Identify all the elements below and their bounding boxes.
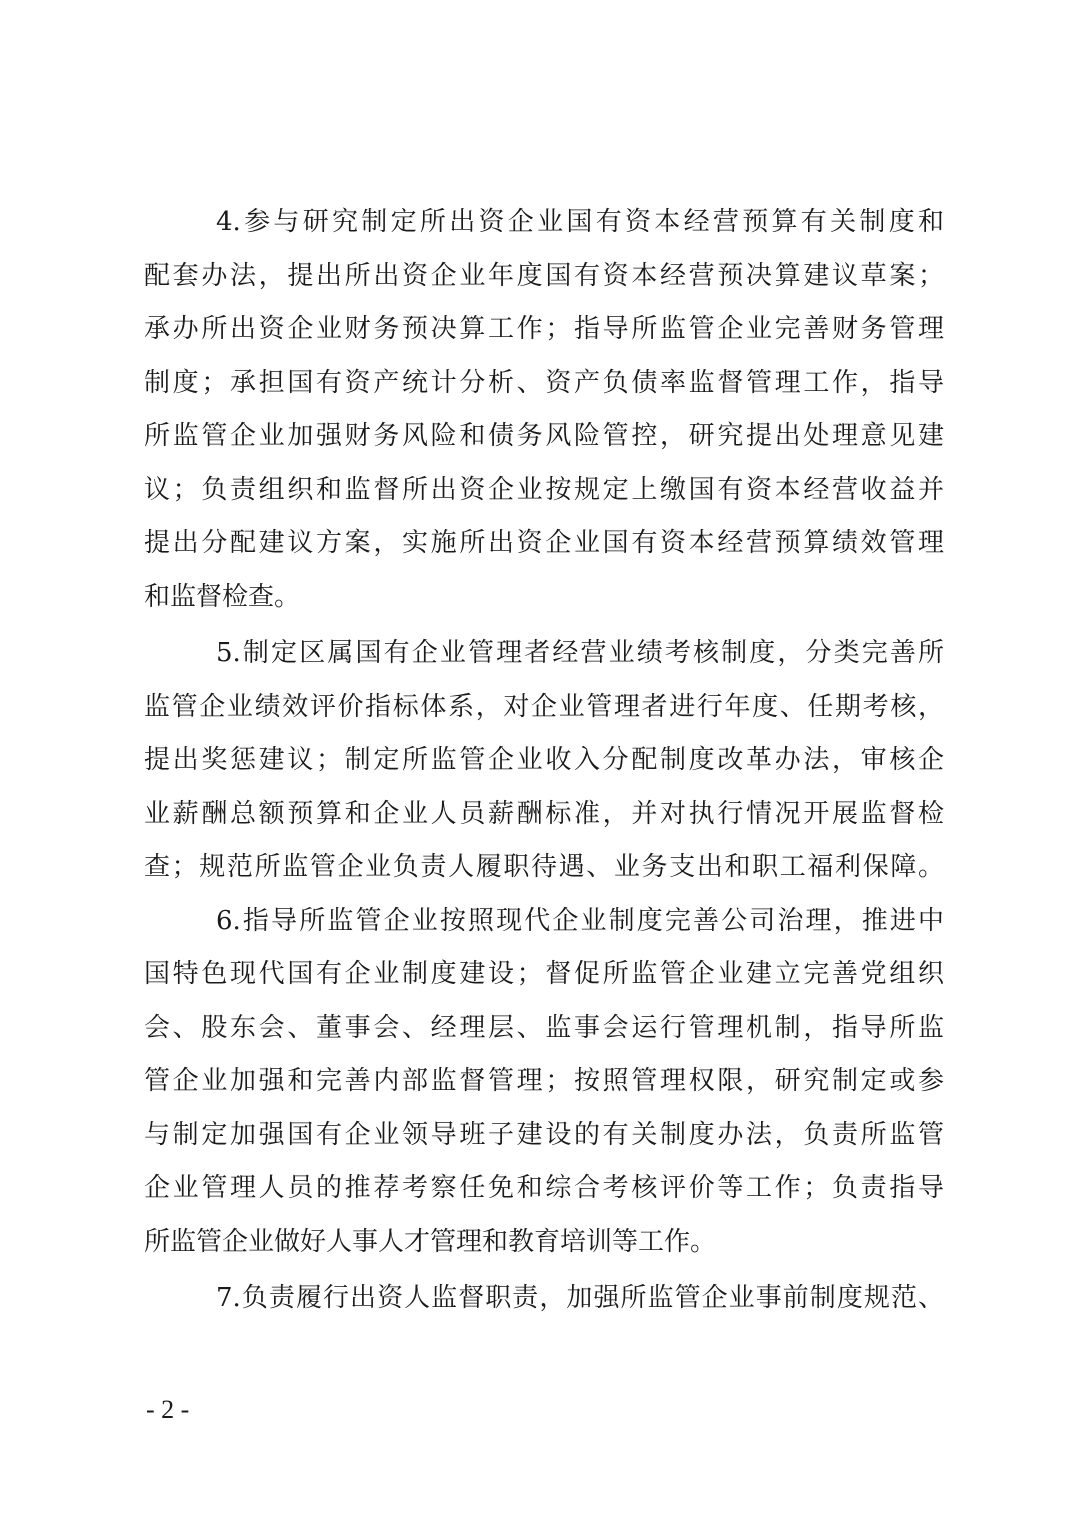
page-number: - 2 -	[146, 1395, 190, 1424]
text-line: 查；规范所监管企业负责人履职待遇、业务支出和职工福利保障。	[144, 852, 944, 882]
text-line: 与制定加强国有企业领导班子建设的有关制度办法，负责所监管	[144, 1119, 944, 1150]
text-line: 所监管企业做好人事人才管理和教育培训等工作。	[144, 1226, 717, 1257]
text-line: 会、股东会、董事会、经理层、监事会运行管理机制，指导所监	[144, 1012, 944, 1043]
text-line: 国特色现代国有企业制度建设；督促所监管企业建立完善党组织	[144, 959, 944, 989]
text-line: 监管企业绩效评价指标体系，对企业管理者进行年度、任期考核，	[144, 691, 944, 722]
text-line: 6.指导所监管企业按照现代企业制度完善公司治理，推进中	[216, 905, 944, 936]
text-line: 承办所出资企业财务预决算工作；指导所监管企业完善财务管理	[144, 314, 944, 344]
text-line: 业薪酬总额预算和企业人员薪酬标准，并对执行情况开展监督检	[144, 798, 944, 829]
text-line: 管企业加强和完善内部监督管理；按照管理权限，研究制定或参	[144, 1066, 944, 1096]
text-line: 所监管企业加强财务风险和债务风险管控，研究提出处理意见建	[144, 421, 944, 451]
text-line: 提出分配建议方案，实施所出资企业国有资本经营预算绩效管理	[144, 528, 944, 558]
text-line: 配套办法，提出所出资企业年度国有资本经营预决算建议草案；	[144, 260, 944, 291]
paragraph-item-6	[144, 895, 944, 1270]
paragraph-item-5	[144, 627, 944, 895]
text-line: 提出奖惩建议；制定所监管企业收入分配制度改革办法，审核企	[144, 745, 944, 775]
text-line: 制度；承担国有资产统计分析、资产负债率监督管理工作，指导	[144, 367, 944, 398]
text-line: 议；负责组织和监督所出资企业按规定上缴国有资本经营收益并	[144, 474, 944, 505]
paragraph-item-4	[144, 196, 944, 624]
text-line: 7.负责履行出资人监督职责，加强所监管企业事前制度规范、	[216, 1283, 944, 1313]
paragraph-item-7	[144, 1272, 944, 1326]
text-line: 5.制定区属国有企业管理者经营业绩考核制度，分类完善所	[216, 638, 944, 668]
text-line: 企业管理人员的推荐考察任免和综合考核评价等工作；负责指导	[144, 1173, 944, 1203]
document-body	[144, 196, 944, 1326]
text-line: 4.参与研究制定所出资企业国有资本经营预算有关制度和	[216, 207, 944, 237]
text-line: 和监督检查。	[144, 581, 301, 612]
